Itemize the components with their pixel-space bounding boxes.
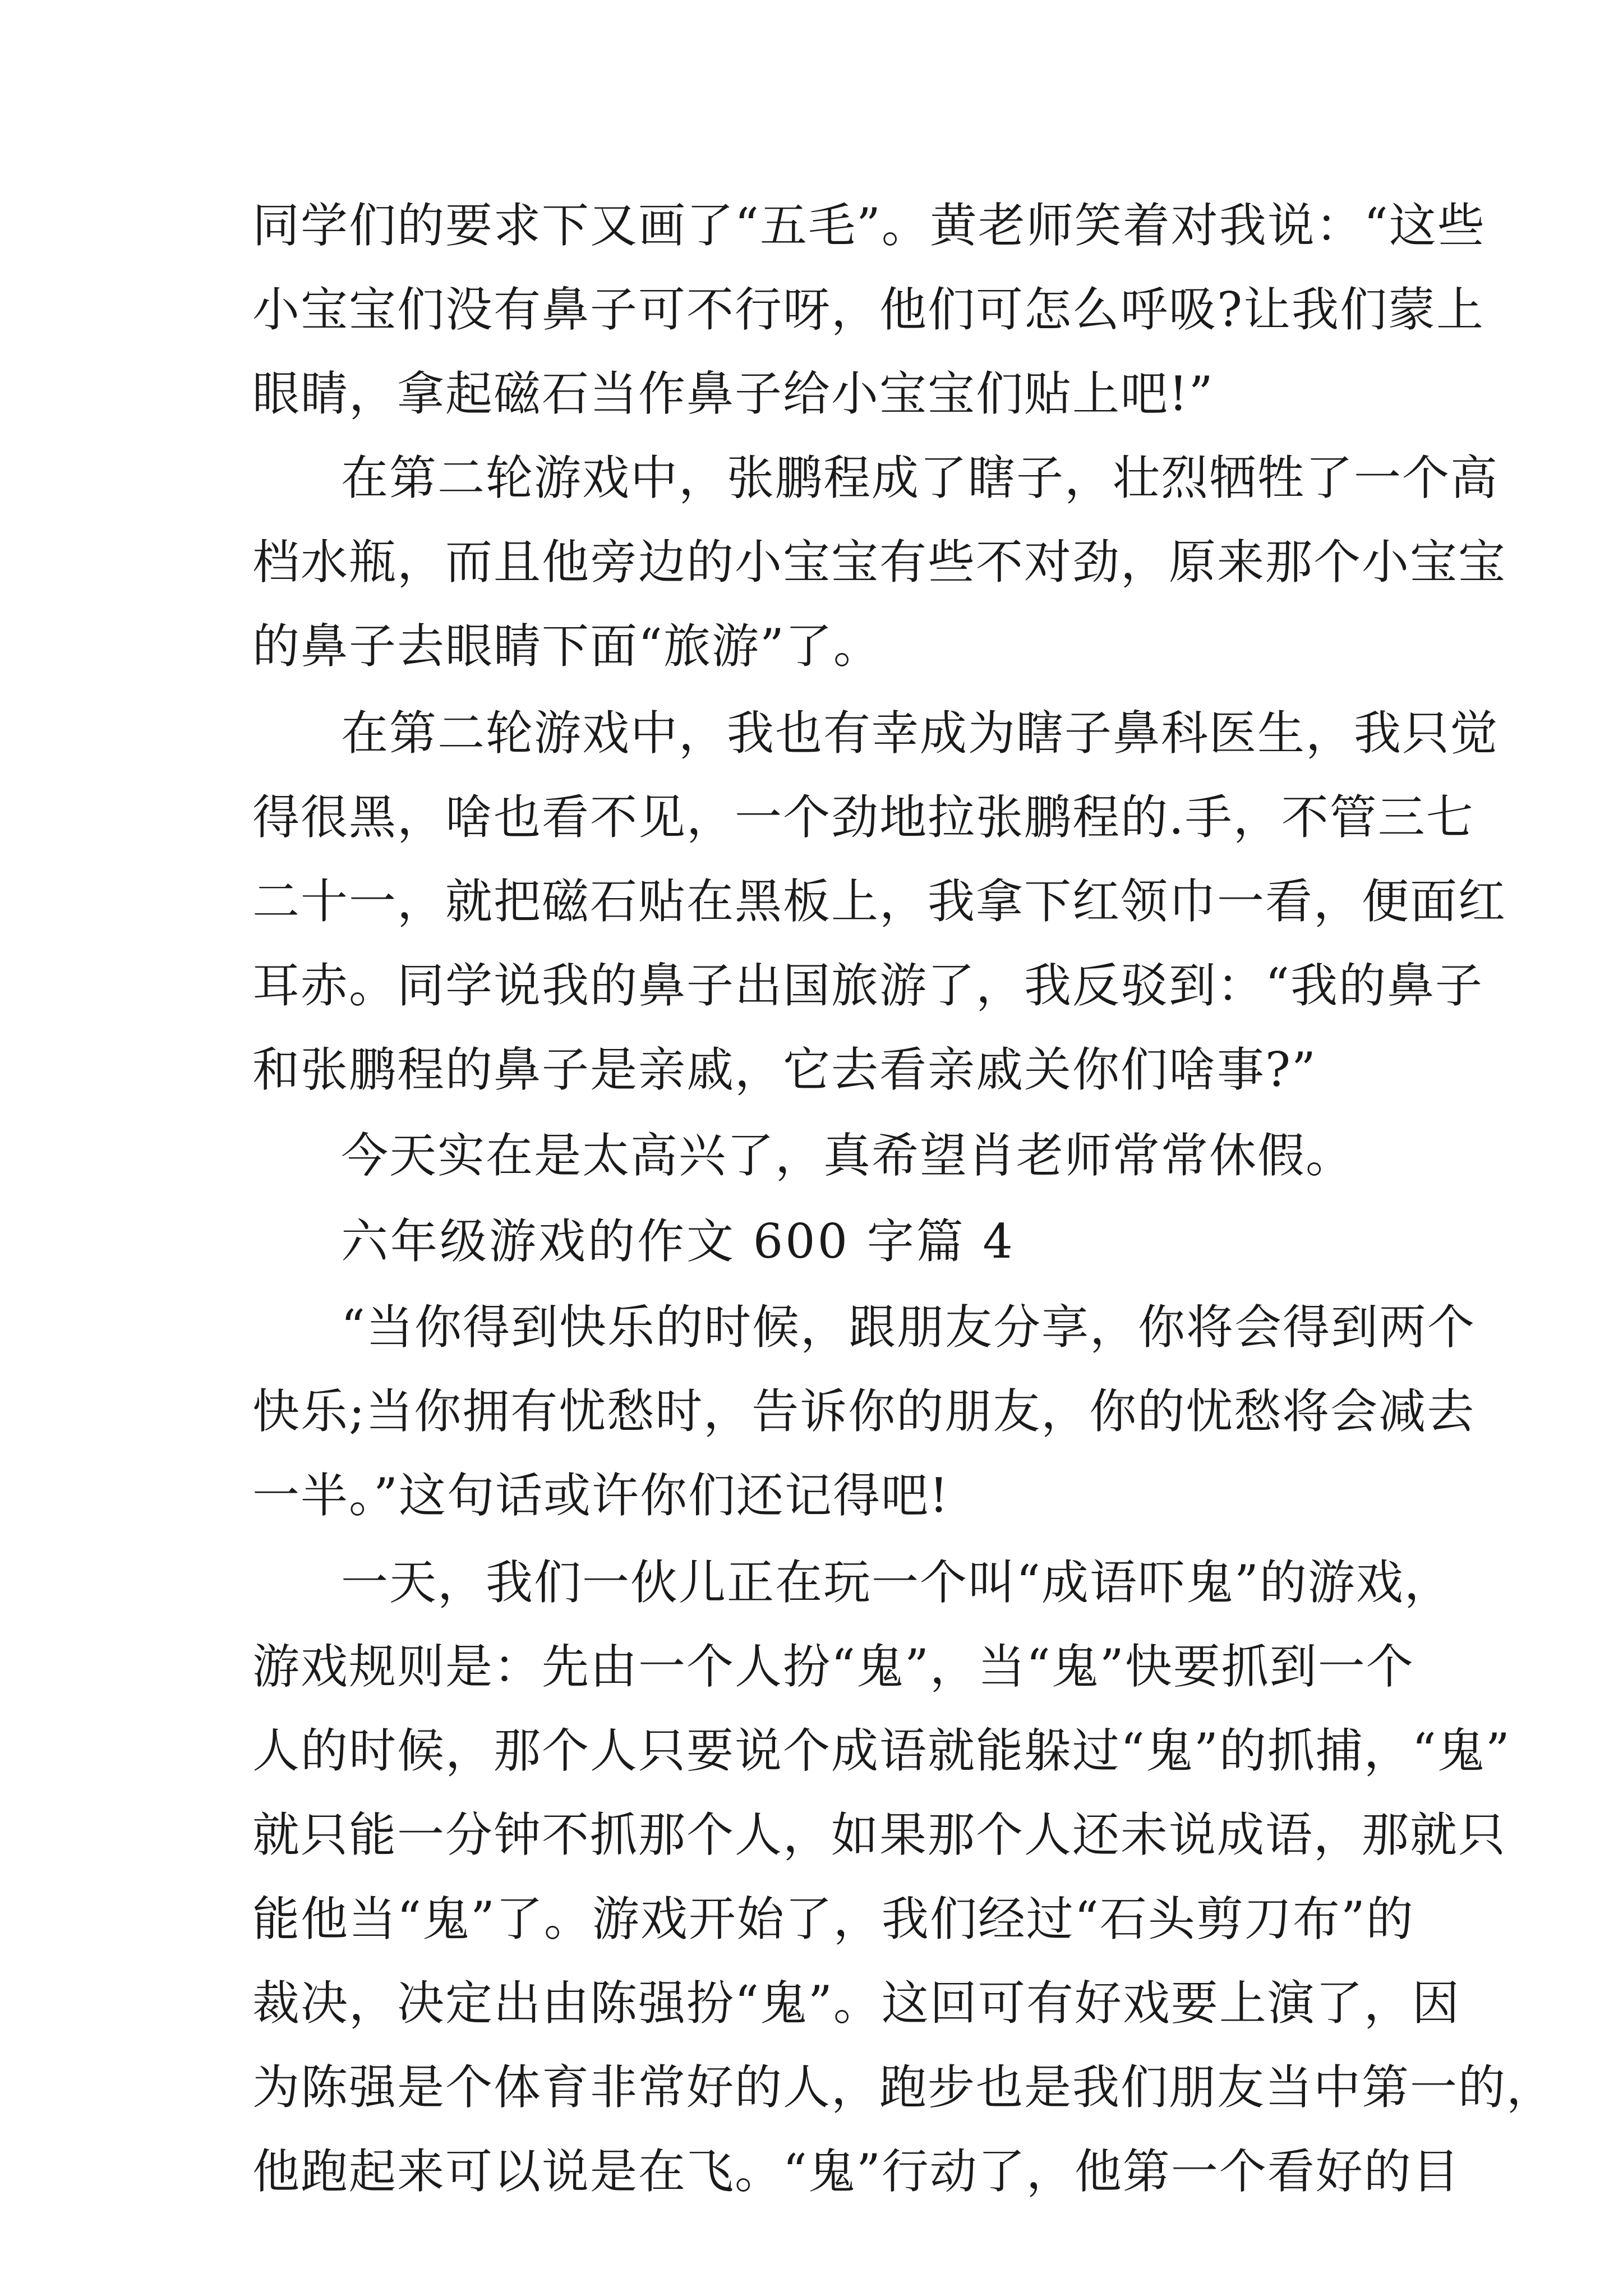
text-line: 耳赤。同学说我的鼻子出国旅游了，我反驳到：“我的鼻子 <box>252 958 1483 1013</box>
text-line: 二十一，就把磁石贴在黑板上，我拿下红领巾一看，便面红 <box>252 874 1507 929</box>
text-line: 一半。”这句话或许你们还记得吧! <box>252 1468 949 1523</box>
text-line: 一天，我们一伙儿正在玩一个叫“成语吓鬼”的游戏， <box>341 1555 1453 1610</box>
text-line: 得很黑，啥也看不见，一个劲地拉张鹏程的.手，不管三七 <box>252 790 1474 845</box>
text-line: 人的时候，那个人只要说个成语就能躲过“鬼”的抓捕，“鬼” <box>252 1723 1511 1778</box>
text-line: 游戏规则是：先由一个人扮“鬼”，当“鬼”快要抓到一个 <box>252 1639 1414 1694</box>
text-line: 的鼻子去眼睛下面“旅游”了。 <box>252 619 882 674</box>
text-line: 他跑起来可以说是在飞。“鬼”行动了，他第一个看好的目 <box>252 2144 1460 2199</box>
text-line: 快乐;当你拥有忧愁时，告诉你的朋友，你的忧愁将会减去 <box>252 1384 1476 1439</box>
section-heading: 六年级游戏的作文 600 字篇 4 <box>341 1214 1015 1269</box>
text-line: 同学们的要求下又画了“五毛”。黄老师笑着对我说：“这些 <box>252 198 1486 253</box>
text-line: “当你得到快乐的时候，跟朋友分享，你将会得到两个 <box>341 1300 1476 1355</box>
text-line: 在第二轮游戏中，张鹏程成了瞎子，壮烈牺牲了一个高 <box>341 450 1499 505</box>
text-line: 在第二轮游戏中，我也有幸成为瞎子鼻科医生，我只觉 <box>341 706 1499 761</box>
text-line: 裁决，决定出由陈强扮“鬼”。这回可有好戏要上演了，因 <box>252 1976 1460 2031</box>
text-line: 今天实在是太高兴了，真希望肖老师常常休假。 <box>341 1128 1354 1183</box>
text-line: 小宝宝们没有鼻子可不行呀，他们可怎么呼吸?让我们蒙上 <box>252 282 1485 337</box>
text-line: 能他当“鬼”了。游戏开始了，我们经过“石头剪刀布”的 <box>252 1892 1414 1947</box>
text-line: 为陈强是个体育非常好的人，跑步也是我们朋友当中第一的， <box>252 2060 1555 2115</box>
text-line: 就只能一分钟不抓那个人，如果那个人还未说成语，那就只 <box>252 1807 1507 1862</box>
text-line: 和张鹏程的鼻子是亲戚，它去看亲戚关你们啥事?” <box>252 1042 1317 1097</box>
text-line: 眼睛，拿起磁石当作鼻子给小宝宝们贴上吧!” <box>252 366 1214 421</box>
text-line: 档水瓶，而且他旁边的小宝宝有些不对劲，原来那个小宝宝 <box>252 535 1507 590</box>
